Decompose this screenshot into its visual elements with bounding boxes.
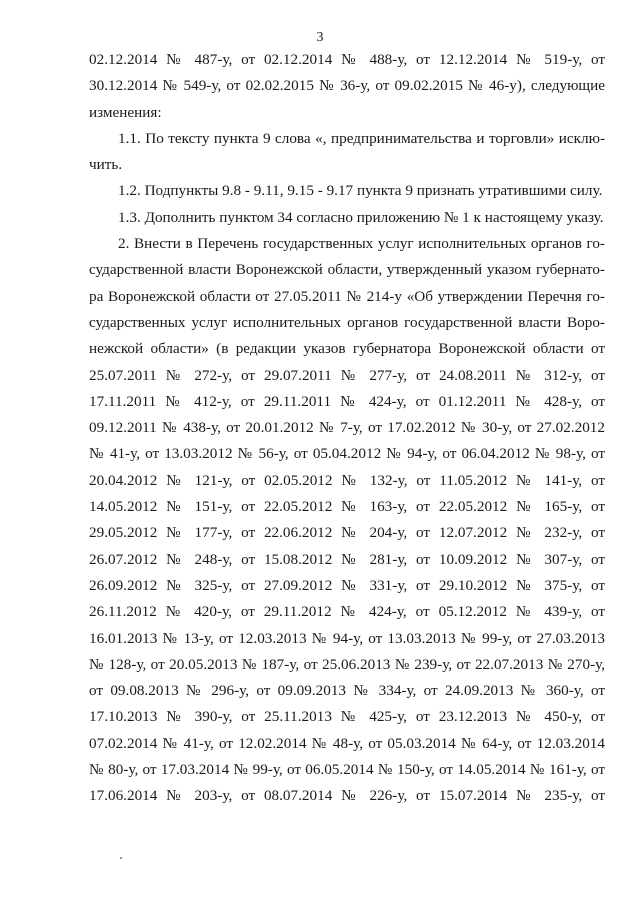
text-line: ра Воронежской области от 27.05.2011 № 214-у «Об утверждении Перечня го-	[89, 287, 605, 305]
text-line: 20.04.2012 № 121-у, от 02.05.2012 № 132-у, от 11.05.2012 № 141-у, от	[89, 471, 605, 489]
text-line: 14.05.2012 № 151-у, от 22.05.2012 № 163-у, от 22.05.2012 № 165-у, от	[89, 498, 605, 516]
paragraph-1-1: 1.1. По тексту пункта 9 слова «, предпринимательства и торговли» исклю-	[118, 129, 605, 147]
paragraph-2: 2. Внести в Перечень государственных услуг исполнительных органов го-	[118, 235, 605, 253]
paragraph-1-2: 1.2. Подпункты 9.8 - 9.11, 9.15 - 9.17 пункта 9 признать утратившими силу.	[118, 182, 603, 200]
text-line: 17.10.2013 № 390-у, от 25.11.2013 № 425-у, от 23.12.2013 № 450-у, от	[89, 708, 605, 726]
text-line: сударственной власти Воронежской области, утвержденный указом губернато-	[89, 261, 605, 279]
text-line: 29.05.2012 № 177-у, от 22.06.2012 № 204-у, от 12.07.2012 № 232-у, от	[89, 524, 605, 542]
page-number: 3	[316, 30, 324, 45]
paragraph-1-3: 1.3. Дополнить пунктом 34 согласно приложению № 1 к настоящему указу.	[118, 208, 604, 226]
text-line: от 09.08.2013 № 296-у, от 09.09.2013 № 334-у, от 24.09.2013 № 360-у, от	[89, 682, 605, 700]
text-line: 30.12.2014 № 549-у, от 02.02.2015 № 36-у, от 09.02.2015 № 46-у), следующие	[89, 77, 605, 95]
text-line: 26.11.2012 № 420-у, от 29.11.2012 № 424-у, от 05.12.2012 № 439-у, от	[89, 603, 605, 621]
text-line: 17.06.2014 № 203-у, от 08.07.2014 № 226-у, от 15.07.2014 № 235-у, от	[89, 787, 605, 805]
scan-artifact	[120, 857, 122, 859]
text-line: нежской области» (в редакции указов губернатора Воронежской области от	[89, 340, 605, 358]
text-line: 09.12.2011 № 438-у, от 20.01.2012 № 7-у, от 17.02.2012 № 30-у, от 27.02.2012	[89, 419, 605, 437]
text-line: чить.	[89, 156, 123, 174]
document-body	[89, 47, 605, 810]
text-line: 02.12.2014 № 487-у, от 02.12.2014 № 488-у, от 12.12.2014 № 519-у, от	[89, 51, 605, 68]
text-line: сударственных услуг исполнительных органов государственной власти Воро-	[89, 313, 605, 331]
text-line: 26.09.2012 № 325-у, от 27.09.2012 № 331-у, от 29.10.2012 № 375-у, от	[89, 576, 605, 594]
text-line: 25.07.2011 № 272-у, от 29.07.2011 № 277-у, от 24.08.2011 № 312-у, от	[89, 366, 605, 384]
text-line: 17.11.2011 № 412-у, от 29.11.2011 № 424-у, от 01.12.2011 № 428-у, от	[89, 392, 605, 410]
text-line: изменения:	[89, 103, 162, 121]
text-line: 07.02.2014 № 41-у, от 12.02.2014 № 48-у, от 05.03.2014 № 64-у, от 12.03.2014	[89, 734, 605, 752]
text-line: № 128-у, от 20.05.2013 № 187-у, от 25.06.2013 № 239-у, от 22.07.2013 № 270-у,	[89, 655, 605, 673]
text-line: 26.07.2012 № 248-у, от 15.08.2012 № 281-у, от 10.09.2012 № 307-у, от	[89, 550, 605, 568]
text-line: № 41-у, от 13.03.2012 № 56-у, от 05.04.2012 № 94-у, от 06.04.2012 № 98-у, от	[89, 445, 605, 463]
text-line: 16.01.2013 № 13-у, от 12.03.2013 № 94-у, от 13.03.2013 № 99-у, от 27.03.2013	[89, 629, 605, 647]
text-line: № 80-у, от 17.03.2014 № 99-у, от 06.05.2014 № 150-у, от 14.05.2014 № 161-у, от	[89, 761, 605, 779]
